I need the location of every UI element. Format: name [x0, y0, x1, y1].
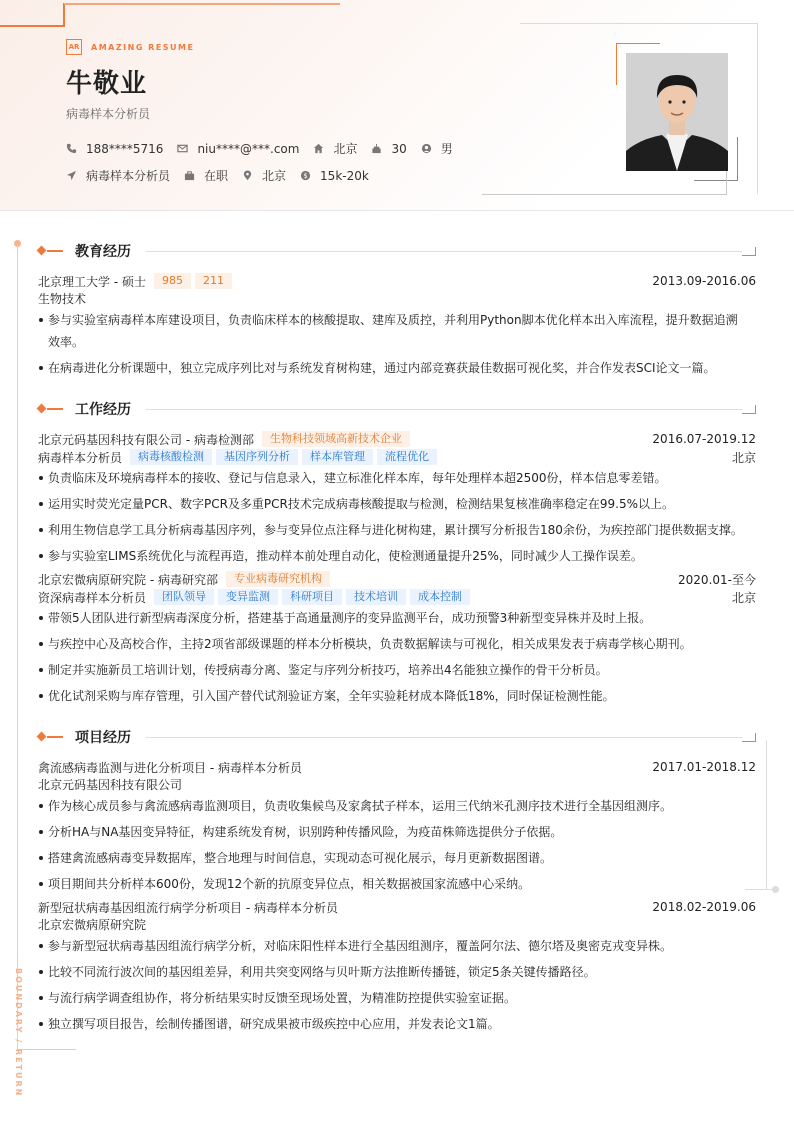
home-icon	[313, 143, 324, 154]
project-bullet: 作为核心成员参与禽流感病毒监测项目，负责收集候鸟及家禽拭子样本，运用三代纳米孔测序技术进行全基因组测序。	[38, 795, 746, 817]
contact-info-row	[66, 140, 467, 157]
target-position-text: 病毒样本分析员	[86, 169, 171, 183]
project-org: 北京元码基因科技有限公司	[38, 778, 183, 792]
projects-section-header	[38, 729, 756, 745]
section-corner-mark	[742, 405, 756, 414]
money-icon	[300, 170, 311, 181]
profile-photo	[626, 53, 728, 171]
target-city-info	[242, 167, 286, 184]
briefcase-icon	[184, 170, 195, 181]
mail-icon	[177, 143, 188, 154]
candidate-title: 病毒样本分析员	[66, 107, 151, 121]
section-dash	[47, 408, 63, 410]
section-title: 工作经历	[75, 402, 131, 418]
education-entry-header	[38, 272, 756, 290]
corner-decoration	[0, 25, 64, 27]
section-corner-mark	[742, 247, 756, 256]
education-bullet: 参与实验室病毒样本库建设项目，负责临床样本的核酸提取、建库及质控，并利用Python脚本优化样本出入库流程，提升数据追溯效率。	[38, 309, 746, 353]
work-bullet: 优化试剂采购与库存管理，引入国产替代试剂验证方案，全年实验耗材成本降低18%，同时保证检测性能。	[38, 685, 746, 707]
section-title: 项目经历	[75, 730, 131, 746]
work-bullet: 参与实验室LIMS系统优化与流程再造，推动样本前处理自动化，使检测通量提升25%，同时减少人工操作误差。	[38, 545, 746, 567]
work-bullet: 运用实时荧光定量PCR、数字PCR及多重PCR技术完成病毒核酸提取与检测，检测结果复核准确率稳定在99.5%以上。	[38, 493, 746, 515]
company-tag: 生物科技领域高新技术企业	[262, 431, 410, 447]
frame-decoration	[482, 194, 726, 195]
company-tag: 专业病毒研究机构	[226, 571, 330, 587]
work-bullet: 带领5人团队进行新型病毒深度分析，搭建基于高通量测序的变异监测平台，成功预警3种新型变异株并及时上报。	[38, 607, 746, 629]
work-bullet: 利用生物信息学工具分析病毒基因序列，参与变异位点注释与进化树构建，累计撰写分析报告180余份，为疾控部门提供数据支撑。	[38, 519, 746, 541]
section-diamond-icon	[37, 246, 47, 256]
work-role: 资深病毒样本分析员	[38, 590, 147, 605]
education-date: 2013.09-2016.06	[652, 274, 756, 288]
gender-icon	[421, 143, 432, 154]
target-city-text: 北京	[262, 169, 287, 183]
education-bullet: 在病毒进化分析课题中，独立完成序列比对与系统发育树构建，通过内部竞赛获最佳数据可视化奖，并合作发表SCI论文一篇。	[38, 357, 746, 379]
home-info	[313, 140, 357, 157]
timeline-line	[17, 244, 18, 1050]
section-diamond-icon	[37, 404, 47, 414]
project-bullet: 项目期间共分析样本600份，发现12个新的抗原变异位点，相关数据被国家流感中心采纳。	[38, 873, 746, 895]
job-status-text: 在职	[204, 169, 229, 183]
location-pin-icon	[242, 170, 253, 181]
cake-icon	[371, 143, 382, 154]
project-entry-header	[38, 758, 756, 776]
project-name: 禽流感病毒监测与进化分析项目 - 病毒样本分析员	[38, 760, 302, 775]
job-info-row	[66, 167, 383, 184]
education-major: 生物技术	[38, 292, 87, 306]
work-date: 2016.07-2019.12	[652, 432, 756, 446]
section-divider	[146, 251, 742, 252]
brand-logo	[66, 39, 194, 55]
school-degree: 北京理工大学 - 硕士	[38, 274, 146, 289]
work-role-line	[38, 588, 756, 606]
photo-frame-corner	[694, 180, 738, 181]
work-role: 病毒样本分析员	[38, 450, 123, 465]
skill-tag: 技术培训	[346, 589, 406, 605]
resume-header	[0, 0, 794, 211]
salary-info	[300, 169, 369, 183]
project-bullet: 分析HA与NA基因变异特征，构建系统发育树，识别跨种传播风险，为疫苗株筛选提供分子依据。	[38, 821, 746, 843]
brand-logo-box: AR	[66, 39, 82, 55]
project-date: 2017.01-2018.12	[652, 760, 756, 774]
vertical-decoration-text: BOUNDARY / RETURN	[14, 968, 23, 1098]
brand-text: AMAZING RESUME	[91, 42, 195, 52]
decoration-dot	[772, 886, 779, 893]
decoration-line	[766, 740, 767, 889]
company-department: 北京元码基因科技有限公司 - 病毒检测部	[38, 432, 254, 447]
work-section-header	[38, 401, 756, 417]
skill-tag: 流程优化	[377, 449, 437, 465]
skill-tag: 变异监测	[218, 589, 278, 605]
phone-info	[66, 142, 163, 156]
svg-text:$: $	[303, 171, 308, 180]
work-bullet: 负责临床及环境病毒样本的接收、登记与信息录入，建立标准化样本库，每年处理样本超2500份，样本信息零差错。	[38, 467, 746, 489]
gender-text: 男	[440, 142, 453, 156]
project-bullet: 比较不同流行波次间的基因组差异，利用共突变网络与贝叶斯方法推断传播链，锁定5条关键传播路径。	[38, 961, 746, 983]
project-bullet: 参与新型冠状病毒基因组流行病学分析，对临床阳性样本进行全基因组测序，覆盖阿尔法、德尔塔及奥密克戎变异株。	[38, 935, 746, 957]
section-diamond-icon	[37, 732, 47, 742]
section-dash	[47, 250, 63, 252]
project-date: 2018.02-2019.06	[652, 900, 756, 914]
corner-decoration	[63, 3, 65, 27]
job-status-info	[184, 167, 228, 184]
salary-text: 15k-20k	[320, 168, 369, 183]
work-city: 北京	[731, 590, 756, 605]
top-decoration-line	[64, 3, 340, 5]
work-role-line	[38, 448, 756, 466]
photo-frame-corner	[737, 137, 738, 181]
project-bullet: 与流行病学调查组协作，将分析结果实时反馈至现场处置，为精准防控提供实验室证据。	[38, 987, 746, 1009]
profile-photo-image	[626, 53, 728, 171]
skill-tag: 样本库管理	[302, 449, 373, 465]
work-entry-header	[38, 570, 756, 588]
email-text: niu****@***.com	[197, 141, 300, 156]
gender-info	[421, 140, 453, 157]
project-bullet: 搭建禽流感病毒变异数据库，整合地理与时间信息，实现动态可视化展示，每月更新数据图谱。	[38, 847, 746, 869]
candidate-name: 牛敬业	[66, 69, 148, 99]
skill-tag: 科研项目	[282, 589, 342, 605]
project-name: 新型冠状病毒基因组流行病学分析项目 - 病毒样本分析员	[38, 900, 338, 915]
company-department: 北京宏微病原研究院 - 病毒研究部	[38, 572, 218, 587]
school-tag: 985	[154, 273, 191, 289]
home-text: 北京	[333, 142, 358, 156]
work-bullet: 制定并实施新员工培训计划，传授病毒分离、鉴定与序列分析技巧，培养出4名能独立操作的骨干分析员。	[38, 659, 746, 681]
send-icon	[66, 170, 77, 181]
section-divider	[146, 737, 742, 738]
target-position-info	[66, 167, 170, 184]
phone-icon	[66, 143, 77, 154]
project-bullet: 独立撰写项目报告，绘制传播图谱，研究成果被市级疾控中心应用，并发表论文1篇。	[38, 1013, 746, 1035]
age-text: 30	[391, 141, 407, 156]
section-dash	[47, 736, 63, 738]
email-info	[177, 142, 299, 156]
work-bullet: 与疾控中心及高校合作，主持2项省部级课题的样本分析模块，负责数据解读与可视化，相关成果发表于病毒学核心期刊。	[38, 633, 746, 655]
section-divider	[146, 409, 742, 410]
project-entry-header	[38, 898, 756, 916]
skill-tag: 基因序列分析	[216, 449, 298, 465]
education-section-header	[38, 243, 756, 259]
work-entry-header	[38, 430, 756, 448]
skill-tag: 病毒核酸检测	[130, 449, 212, 465]
decoration-line	[745, 889, 772, 890]
work-city: 北京	[731, 450, 756, 465]
age-info	[371, 142, 406, 156]
school-tag: 211	[195, 273, 232, 289]
decoration-line	[18, 1049, 76, 1050]
work-date: 2020.01-至今	[678, 572, 756, 587]
photo-frame-corner	[616, 43, 617, 85]
photo-frame-corner	[616, 43, 660, 44]
skill-tag: 成本控制	[410, 589, 470, 605]
section-title: 教育经历	[75, 244, 131, 260]
skill-tag: 团队领导	[154, 589, 214, 605]
section-corner-mark	[742, 733, 756, 742]
phone-text: 188****5716	[86, 141, 164, 156]
project-org: 北京宏微病原研究院	[38, 918, 147, 932]
